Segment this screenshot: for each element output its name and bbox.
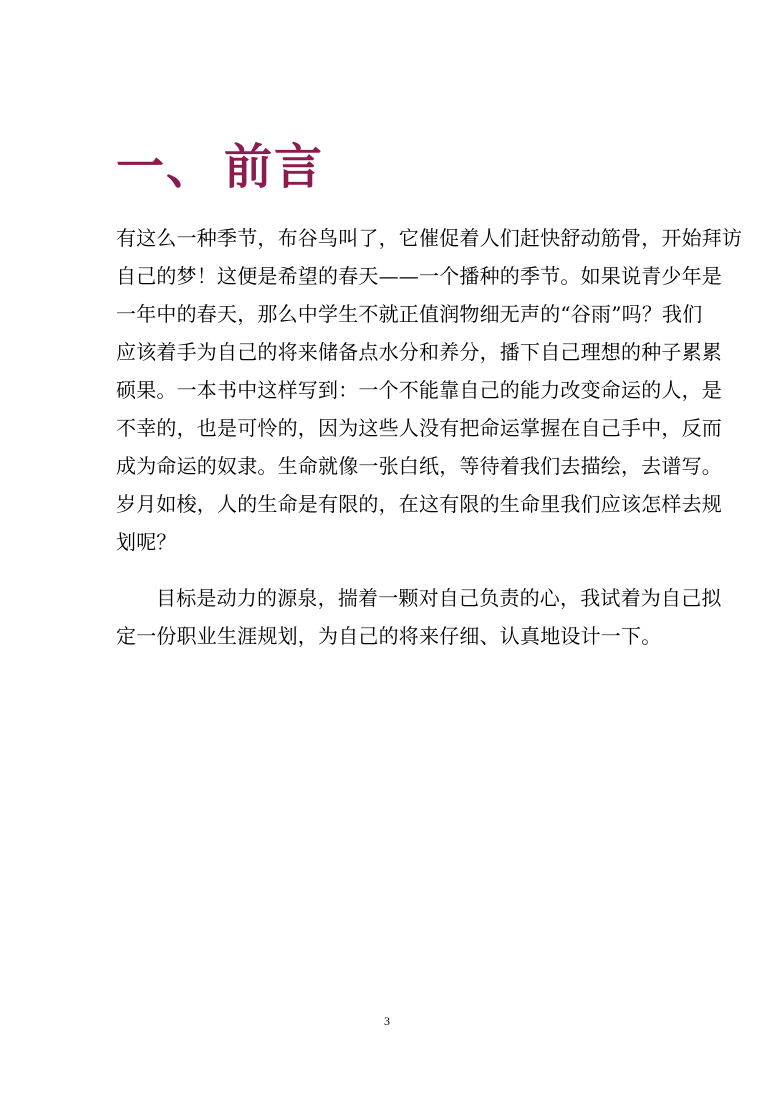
section-title: 前言	[224, 139, 325, 195]
paragraph-line: 划呢？	[116, 530, 177, 554]
section-number: 一、	[116, 139, 217, 195]
paragraph-line: 不幸的，也是可怜的，因为这些人没有把命运掌握在自己手中，反而	[116, 416, 722, 440]
page-number: 3	[384, 1014, 390, 1028]
paragraph-line: 岁月如梭，人的生命是有限的，在这有限的生命里我们应该怎样去规	[116, 492, 722, 516]
paragraph-line: 自己的梦！这便是希望的春天——一个播种的季节。如果说青少年是	[116, 264, 722, 288]
section-heading	[116, 138, 324, 196]
paragraph-line: 硕果。一本书中这样写到：一个不能靠自己的能力改变命运的人，是	[116, 378, 722, 402]
paragraph-line: 有这么一种季节，布谷鸟叫了，它催促着人们赶快舒动筋骨，开始拜访	[116, 226, 743, 250]
paragraph-line: 目标是动力的源泉，揣着一颗对自己负责的心，我试着为自己拟	[156, 586, 722, 610]
paragraph-line: 一年中的春天，那么中学生不就正值润物细无声的“谷雨”吗？我们	[116, 302, 703, 326]
paragraph-line: 成为命运的奴隶。生命就像一张白纸，等待着我们去描绘，去谱写。	[116, 454, 722, 478]
paragraph-line: 定一份职业生涯规划，为自己的将来仔细、认真地设计一下。	[116, 624, 662, 648]
paragraph-line: 应该着手为自己的将来储备点水分和养分，播下自己理想的种子累累	[116, 340, 722, 364]
